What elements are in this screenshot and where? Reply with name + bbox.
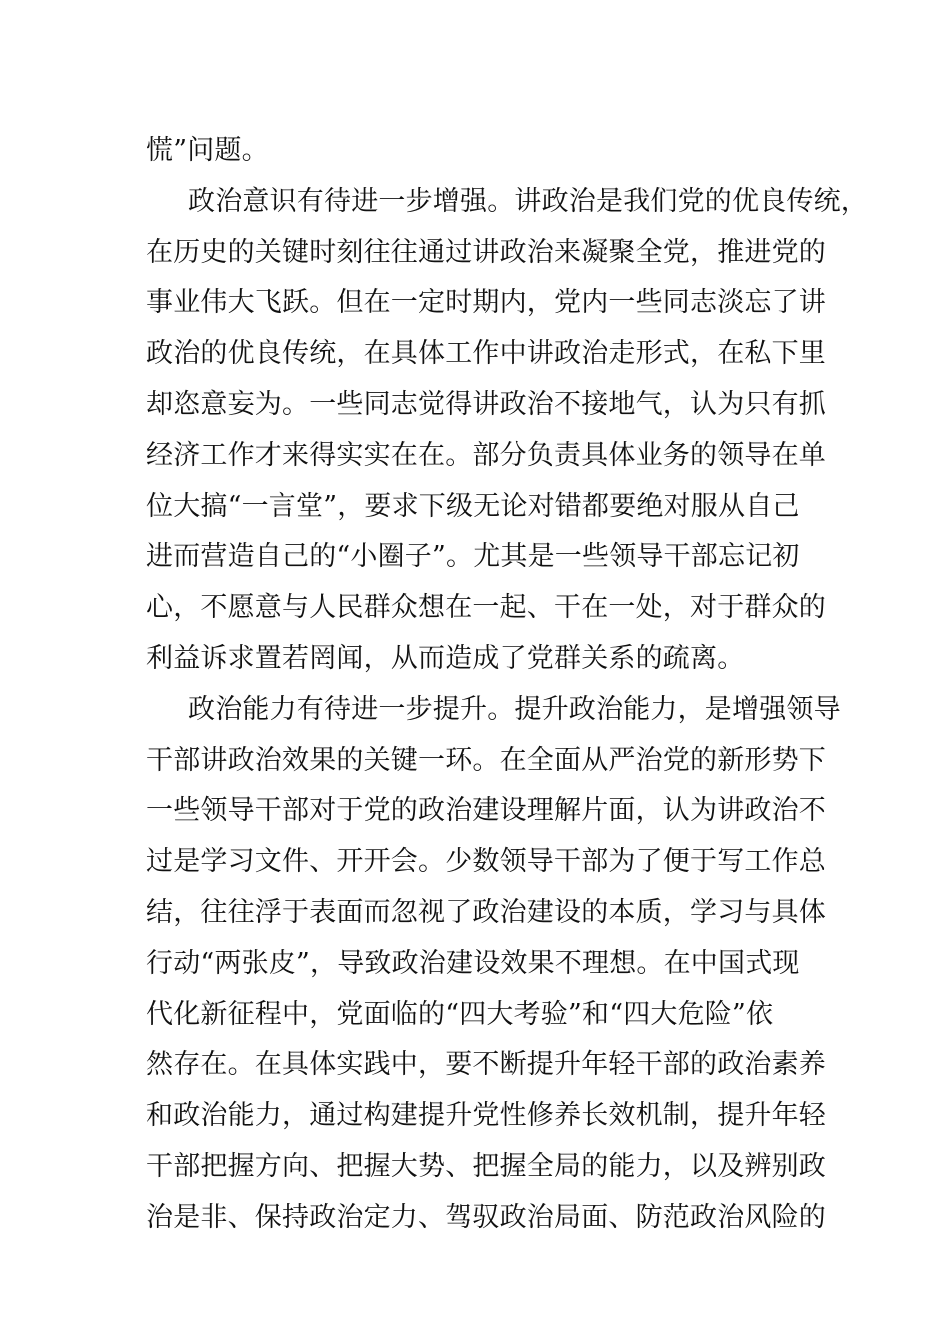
text-line: 政治的优良传统，在具体工作中讲政治走形式，在私下里 (146, 338, 826, 370)
text-line: 干部把握方向、把握大势、把握全局的能力，以及辨别政 (146, 1150, 826, 1182)
text-line: 进而营造自己的“小圈子”。尤其是一些领导干部忘记初 (146, 541, 800, 573)
text-line: 和政治能力，通过构建提升党性修养长效机制，提升年轻 (146, 1100, 826, 1132)
text-line: 治是非、保持政治定力、驾驭政治局面、防范政治风险的 (146, 1201, 826, 1233)
text-line: 过是学习文件、开开会。少数领导干部为了便于写工作总 (146, 846, 826, 878)
text-line: 在历史的关键时刻往往通过讲政治来凝聚全党，推进党的 (146, 236, 826, 268)
text-line: 结，往往浮于表面而忽视了政治建设的本质，学习与具体 (146, 896, 826, 928)
text-line: 然存在。在具体实践中，要不断提升年轻干部的政治素养 (146, 1049, 826, 1081)
text-line: 代化新征程中，党面临的“四大考验”和“四大危险”依 (146, 998, 774, 1030)
text-line: 位大搞“一言堂”，要求下级无论对错都要绝对服从自己 (146, 490, 800, 522)
text-line: 行动“两张皮”，导致政治建设效果不理想。在中国式现 (146, 947, 800, 979)
text-line: 经济工作才来得实实在在。部分负责具体业务的领导在单 (146, 439, 826, 471)
text-line: 干部讲政治效果的关键一环。在全面从严治党的新形势下 (146, 744, 826, 776)
paragraph-start-line: 政治意识有待进一步增强。讲政治是我们党的优良传统， (188, 185, 868, 217)
text-line: 事业伟大飞跃。但在一定时期内，党内一些同志淡忘了讲 (146, 287, 826, 319)
text-line: 却恣意妄为。一些同志觉得讲政治不接地气，认为只有抓 (146, 388, 826, 420)
body-text (146, 126, 868, 1244)
text-line: 心，不愿意与人民群众想在一起、干在一处，对于群众的 (146, 592, 826, 624)
text-line: 利益诉求置若罔闻，从而造成了党群关系的疏离。 (146, 642, 745, 674)
paragraph-start-line: 政治能力有待进一步提升。提升政治能力，是增强领导 (188, 693, 841, 725)
text-line: 一些领导干部对于党的政治建设理解片面，认为讲政治不 (146, 795, 826, 827)
text-line: 慌”问题。 (146, 135, 269, 166)
